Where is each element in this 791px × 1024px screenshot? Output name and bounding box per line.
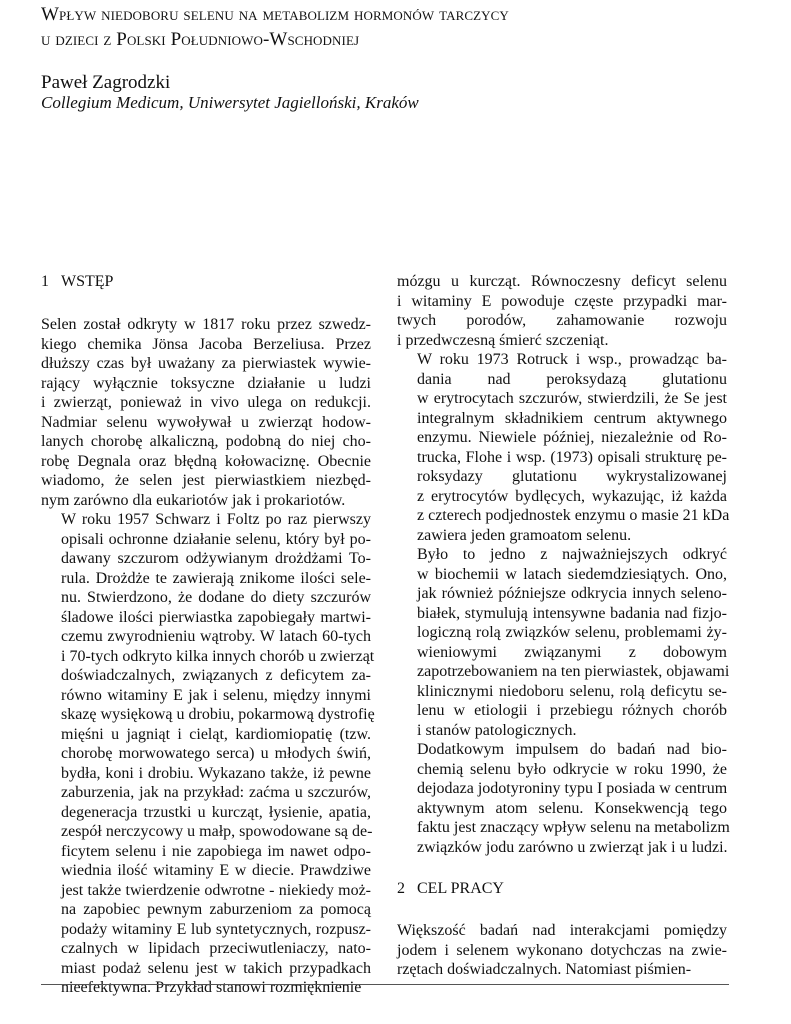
text-line: chorobę morwowatego serca) u młodych świń,: [61, 745, 371, 762]
section-title: WSTĘP: [61, 273, 114, 290]
text-line: miast podaż selenu jest w takich przypadkach: [61, 959, 371, 977]
text-line: mięśni u jagniąt i cieląt, kardiomiopatię (tzw.: [61, 725, 371, 743]
section-heading-intro: [41, 272, 371, 292]
text-line: integralnym składnikiem centrum aktywnego: [417, 409, 727, 427]
author-affiliation: Collegium Medicum, Uniwersytet Jagielloński, Kraków: [41, 93, 419, 112]
text-line: nu. Stwierdzono, że dodane do diety szczurów: [61, 589, 371, 606]
text-line: klinicznymi niedoboru selenu, rolą deficytu se-: [417, 682, 727, 700]
text-line: zawiera jeden gramoatom selenu.: [417, 526, 632, 544]
text-line: logiczną rolą związków selenu, problemami ży-: [417, 624, 727, 641]
text-line: wieniowymi związanymi z dobowym: [417, 643, 727, 661]
text-line: lanych chorobę alkaliczną, podobną do niej cho-: [41, 433, 371, 450]
text-line: i zwierząt, ponieważ in vivo ulega on redukcji.: [41, 394, 371, 411]
title-line-1: Wpływ niedoboru selenu na metabolizm hormonów tarczycy: [41, 4, 509, 25]
text-line: opisali ochronne działanie selenu, który był po-: [61, 530, 371, 548]
paragraph: [397, 921, 727, 980]
text-line: rający wyłącznie toksyczne działanie u ludzi: [41, 374, 371, 392]
text-line: jak również późniejsze odkrycia innych seleno-: [417, 585, 727, 602]
text-line: zapotrzebowaniem na ten pierwiastek, objawami: [417, 663, 730, 680]
paper-title: [41, 2, 761, 52]
section-number: 2: [397, 880, 405, 897]
text-line: w biochemii w latach siedemdziesiątych. Ono,: [417, 565, 727, 583]
text-line: chemią selenu było odkrycie w roku 1990, że: [417, 760, 727, 778]
text-line: skazę wysiękową u drobiu, pokarmową dystrofię: [61, 706, 375, 723]
text-line: W roku 1973 Rotruck i wsp., prowadząc ba-: [417, 351, 727, 368]
text-line: Dodatkowym impulsem do badań nad bio-: [417, 741, 727, 758]
text-line: dejodaza jodotyroniny typu I posiada w centrum: [417, 780, 728, 797]
text-line: nym zarówno dla eukariotów jak i prokariotów.: [41, 491, 346, 509]
paragraph: [397, 272, 727, 350]
text-line: w erytrocytach szczurów, stwierdzili, że Se jest: [417, 390, 727, 407]
section-title: CEL PRACY: [417, 880, 504, 897]
text-line: faktu jest znaczący wpływ selenu na metabolizm: [417, 819, 730, 836]
paragraph: [41, 510, 375, 998]
text-line: aktywnym atom selenu. Konsekwencją tego: [417, 799, 727, 817]
text-line: jest także twierdzenie odwrotne - niekiedy moż-: [61, 881, 371, 899]
text-line: kiego chemika Jönsa Jacoba Berzeliusa. Przez: [41, 335, 371, 353]
text-line: czalnych w lipidach przeciwutleniaczy, nato-: [61, 940, 371, 957]
text-line: zespół nerczycowy u małp, spowodowane są de-: [61, 823, 373, 840]
text-line: doświadczalnych, związanych z deficytem za-: [61, 667, 371, 684]
text-line: Było to jedno z najważniejszych odkryć: [417, 546, 727, 563]
text-line: dawany szczurom odżywianym drożdżami To-: [61, 550, 371, 567]
text-line: i 70-tych odkryto kilka innych chorób u zwierząt: [61, 647, 375, 665]
text-line: z czterech podjednostek enzymu o masie 21 kDa: [417, 507, 730, 524]
paragraph: [397, 350, 730, 545]
author-name: Paweł Zagrodzki: [41, 72, 171, 93]
text-line: podaży witaminy E lub syntetycznych, rozpusz-: [61, 920, 371, 938]
text-line: degeneracja trzustki u kurcząt, łysienie, apatia,: [61, 803, 371, 821]
right-column: [397, 272, 730, 980]
text-line: mózgu u kurcząt. Równoczesny deficyt selenu: [397, 273, 727, 290]
text-line: trucka, Flohe i wsp. (1973) opisali strukturę pe-: [417, 448, 727, 466]
text-line: Większość badań nad interakcjami pomiędzy: [397, 922, 727, 939]
text-line: na zapobiec pewnym zaburzeniom za pomocą: [61, 901, 371, 918]
text-line: dłuższy czas był uważany za pierwiastek wywie-: [41, 355, 371, 372]
text-line: W roku 1957 Schwarz i Foltz po raz pierwszy: [61, 511, 371, 528]
text-line: białek, stymulują intensywne badania nad fizjo-: [417, 604, 727, 622]
text-line: bydła, koni i drobiu. Wykazano także, iż pewne: [61, 764, 371, 782]
text-line: twych porodów, zahamowanie rozwoju: [397, 312, 727, 329]
text-line: nieefektywna. Przykład stanowi rozmięknienie: [61, 979, 362, 996]
text-line: czemu zwyrodnieniu wątroby. W latach 60-tych: [61, 628, 371, 645]
text-line: lenu w etiologii i przebiegu różnych chorób: [417, 702, 727, 719]
text-line: śladowe ilości pierwiastka zapobiegały martwi-: [61, 608, 371, 626]
text-line: związków jodu zarówno u zwierząt jak i u ludzi.: [417, 838, 728, 856]
text-line: roksydazy glutationu wykrystalizowanej: [417, 468, 727, 485]
paragraph: [397, 545, 730, 740]
title-line-2: u dzieci z Polski Południowo-Wschodniej: [41, 29, 360, 50]
text-line: i przedwczesną śmierć szczeniąt.: [397, 331, 609, 349]
text-line: Selen został odkryty w 1817 roku przez szwedz-: [41, 316, 371, 333]
paragraph: [397, 740, 730, 857]
text-line: robę Degnala oraz błędną kołowaciznę. Obecnie: [41, 452, 371, 470]
text-line: ficytem selenu i nie zapobiega im nawet odpo-: [61, 842, 371, 860]
text-line: jodem i selenem wykonano dotychczas na zwie-: [397, 941, 727, 959]
text-line: z erytrocytów bydlęcych, wykazując, iż każda: [417, 487, 727, 505]
text-line: wiednia ilość witaminy E w diecie. Prawdziwe: [61, 862, 371, 879]
text-line: zaburzenia, jak na przykład: zaćma u szczurów,: [61, 784, 371, 801]
text-line: rzętach doświadczalnych. Natomiast piśmien-: [397, 961, 692, 978]
text-line: wiadomo, że selen jest pierwiastkiem niezbęd-: [41, 472, 371, 489]
text-line: i witaminy E powoduje częste przypadki mar-: [397, 292, 727, 310]
text-line: rula. Drożdże te zawierają znikome ilości sele-: [61, 569, 371, 587]
footer-rule: [41, 984, 729, 985]
section-heading-aim: [397, 879, 727, 899]
text-line: i stanów patologicznych.: [417, 721, 577, 739]
text-line: enzymu. Niewiele później, niezależnie od Ro-: [417, 429, 727, 446]
paragraph: [41, 315, 371, 510]
text-line: dania nad peroksydazą glutationu: [417, 370, 727, 388]
text-line: Nadmiar selenu wywoływał u zwierząt hodow-: [41, 413, 371, 431]
text-line: równo witaminy E jak i selenu, między innymi: [61, 686, 371, 704]
section-number: 1: [41, 273, 49, 290]
left-column: [41, 272, 375, 998]
